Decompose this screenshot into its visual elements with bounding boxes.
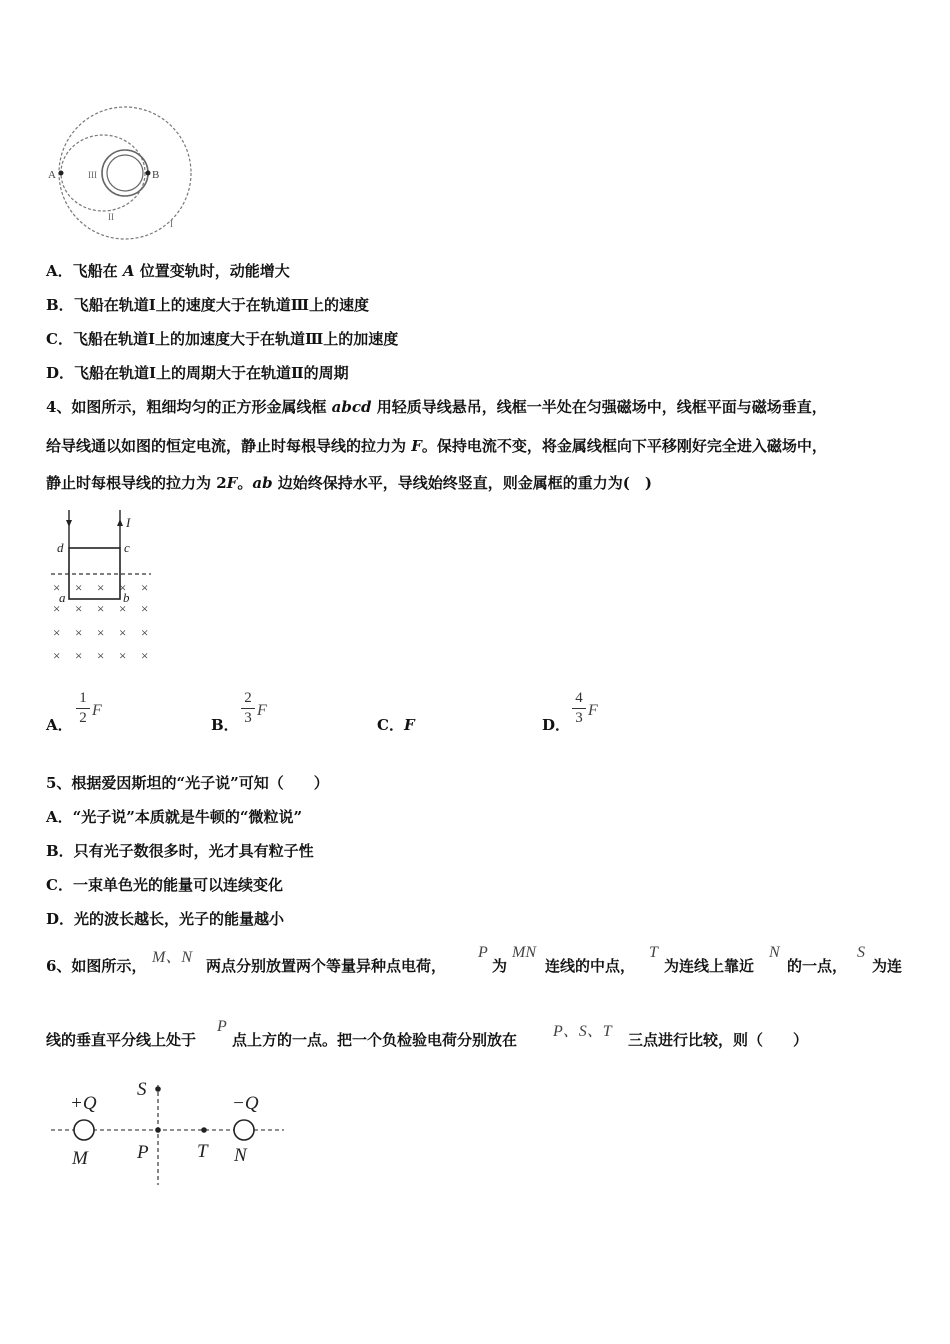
q4-stem-line-2: 给导线通以如图的恒定电流，静止时每根导线的拉力为 F。保持电流不变，将金属线框向下平移刚好完全进入磁场中， <box>46 437 827 455</box>
orbit-diagram <box>40 100 200 245</box>
q6-var-T: T <box>649 944 658 961</box>
charge-M <box>74 1120 94 1140</box>
label-plus-Q: +Q <box>70 1093 97 1114</box>
wire-frame-diagram <box>46 505 166 665</box>
field-cross-1-4: × <box>141 601 149 616</box>
magnetic-field-crosses <box>53 580 148 663</box>
q6-var-MN-pair: M、N <box>152 949 193 966</box>
field-cross-0-0: × <box>53 580 61 595</box>
field-cross-0-4: × <box>141 580 149 595</box>
field-cross-0-3: × <box>119 580 127 595</box>
field-cross-1-3: × <box>119 601 127 616</box>
q3-option-b[interactable]: B．飞船在轨道Ⅰ上的速度大于在轨道Ⅲ上的速度 <box>46 296 369 314</box>
label-d: d <box>57 540 64 555</box>
q6-var-PST: P、S、T <box>553 1023 612 1040</box>
point-S <box>155 1086 161 1092</box>
q5-option-c[interactable]: C．一束单色光的能量可以连续变化 <box>46 876 283 894</box>
q6-stem-line-1-f: 的一点， <box>787 957 848 975</box>
q6-stem-line-1-d: 连线的中点， <box>545 957 636 975</box>
field-cross-3-3: × <box>119 648 127 663</box>
label-minus-Q: −Q <box>232 1093 259 1114</box>
label-I: I <box>126 515 131 530</box>
field-cross-2-1: × <box>75 625 83 640</box>
q4-option-b-var: F <box>257 702 267 719</box>
q6-stem-line-2-c: 三点进行比较，则（ ） <box>628 1031 809 1049</box>
q6-var-MN: MN <box>512 944 536 961</box>
label-A: A <box>48 169 56 181</box>
label-T: T <box>197 1141 208 1162</box>
q6-stem-line-1: 6、如图所示， <box>46 957 147 975</box>
label-b: b <box>123 590 130 605</box>
point-P <box>155 1127 161 1133</box>
q6-stem-line-2-b: 点上方的一点。把一个负检验电荷分别放在 <box>232 1031 518 1049</box>
label-M: M <box>72 1148 88 1169</box>
q4-option-b-fraction: 2 3 <box>241 690 255 727</box>
q4-option-a-fraction: 1 2 <box>76 690 90 727</box>
q4-option-d-fraction: 4 3 <box>572 690 586 727</box>
q6-stem-line-1-g: 为连 <box>872 957 903 975</box>
point-T <box>201 1127 207 1133</box>
arrow-down-icon <box>66 520 72 527</box>
q4-option-a[interactable]: A． <box>46 716 73 734</box>
field-cross-2-3: × <box>119 625 127 640</box>
q4-option-d[interactable]: D． <box>542 716 571 734</box>
orbit-II <box>61 135 145 211</box>
q6-stem-line-1-c: 为 <box>492 957 508 975</box>
q5-option-a[interactable]: A．“光子说”本质就是牛顿的“微粒说” <box>46 808 303 826</box>
q6-stem-line-1-e: 为连线上靠近 <box>664 957 755 975</box>
arrow-up-icon <box>117 519 123 526</box>
label-a: a <box>59 590 66 605</box>
field-cross-0-1: × <box>75 580 83 595</box>
point-A <box>59 171 64 176</box>
field-cross-3-4: × <box>141 648 149 663</box>
label-I: I <box>170 219 173 229</box>
label-B: B <box>152 169 160 181</box>
orbit-III <box>102 150 148 196</box>
label-III: III <box>88 170 97 180</box>
q6-var-P-2: P <box>217 1018 227 1035</box>
label-c: c <box>124 540 130 555</box>
q3-option-c[interactable]: C．飞船在轨道Ⅰ上的加速度大于在轨道Ⅲ上的加速度 <box>46 330 399 348</box>
q6-var-N: N <box>769 944 780 961</box>
q5-option-d[interactable]: D．光的波长越长，光子的能量越小 <box>46 910 285 928</box>
q4-stem-line-3: 静止时每根导线的拉力为 2F。ab 边始终保持水平，导线始终竖直，则金属框的重力为( ) <box>46 474 652 492</box>
q3-option-a[interactable]: A．飞船在 A 位置变轨时，动能增大 <box>46 262 290 280</box>
q5-stem: 5、根据爱因斯坦的“光子说”可知（ ） <box>46 774 329 792</box>
q6-var-S: S <box>857 944 865 961</box>
label-S: S <box>137 1079 147 1100</box>
field-cross-2-4: × <box>141 625 149 640</box>
field-cross-1-0: × <box>53 601 61 616</box>
q4-option-a-var: F <box>92 702 102 719</box>
field-cross-3-2: × <box>97 648 105 663</box>
charge-N <box>234 1120 254 1140</box>
label-P: P <box>137 1142 149 1163</box>
field-cross-3-1: × <box>75 648 83 663</box>
field-cross-0-2: × <box>97 580 105 595</box>
field-cross-3-0: × <box>53 648 61 663</box>
planet <box>107 155 143 191</box>
q4-option-c[interactable]: C．F <box>377 716 415 734</box>
q5-option-b[interactable]: B．只有光子数很多时，光才具有粒子性 <box>46 842 314 860</box>
q4-option-b[interactable]: B． <box>211 716 239 734</box>
field-cross-2-2: × <box>97 625 105 640</box>
label-N: N <box>234 1145 247 1166</box>
q3-option-d[interactable]: D．飞船在轨道Ⅰ上的周期大于在轨道Ⅱ的周期 <box>46 364 349 382</box>
field-cross-2-0: × <box>53 625 61 640</box>
q4-option-d-var: F <box>588 702 598 719</box>
point-charges-diagram <box>46 1075 291 1190</box>
label-II: II <box>108 212 114 222</box>
q4-stem-line-1: 4、如图所示，粗细均匀的正方形金属线框 abcd 用轻质导线悬吊，线框一半处在匀强磁场中，线框平面与磁场垂直， <box>46 398 827 416</box>
field-cross-1-1: × <box>75 601 83 616</box>
q6-stem-line-1-b: 两点分别放置两个等量异种点电荷， <box>206 957 447 975</box>
point-B <box>146 171 151 176</box>
q6-stem-line-2: 线的垂直平分线上处于 <box>46 1031 197 1049</box>
q6-var-P: P <box>478 944 488 961</box>
field-cross-1-2: × <box>97 601 105 616</box>
